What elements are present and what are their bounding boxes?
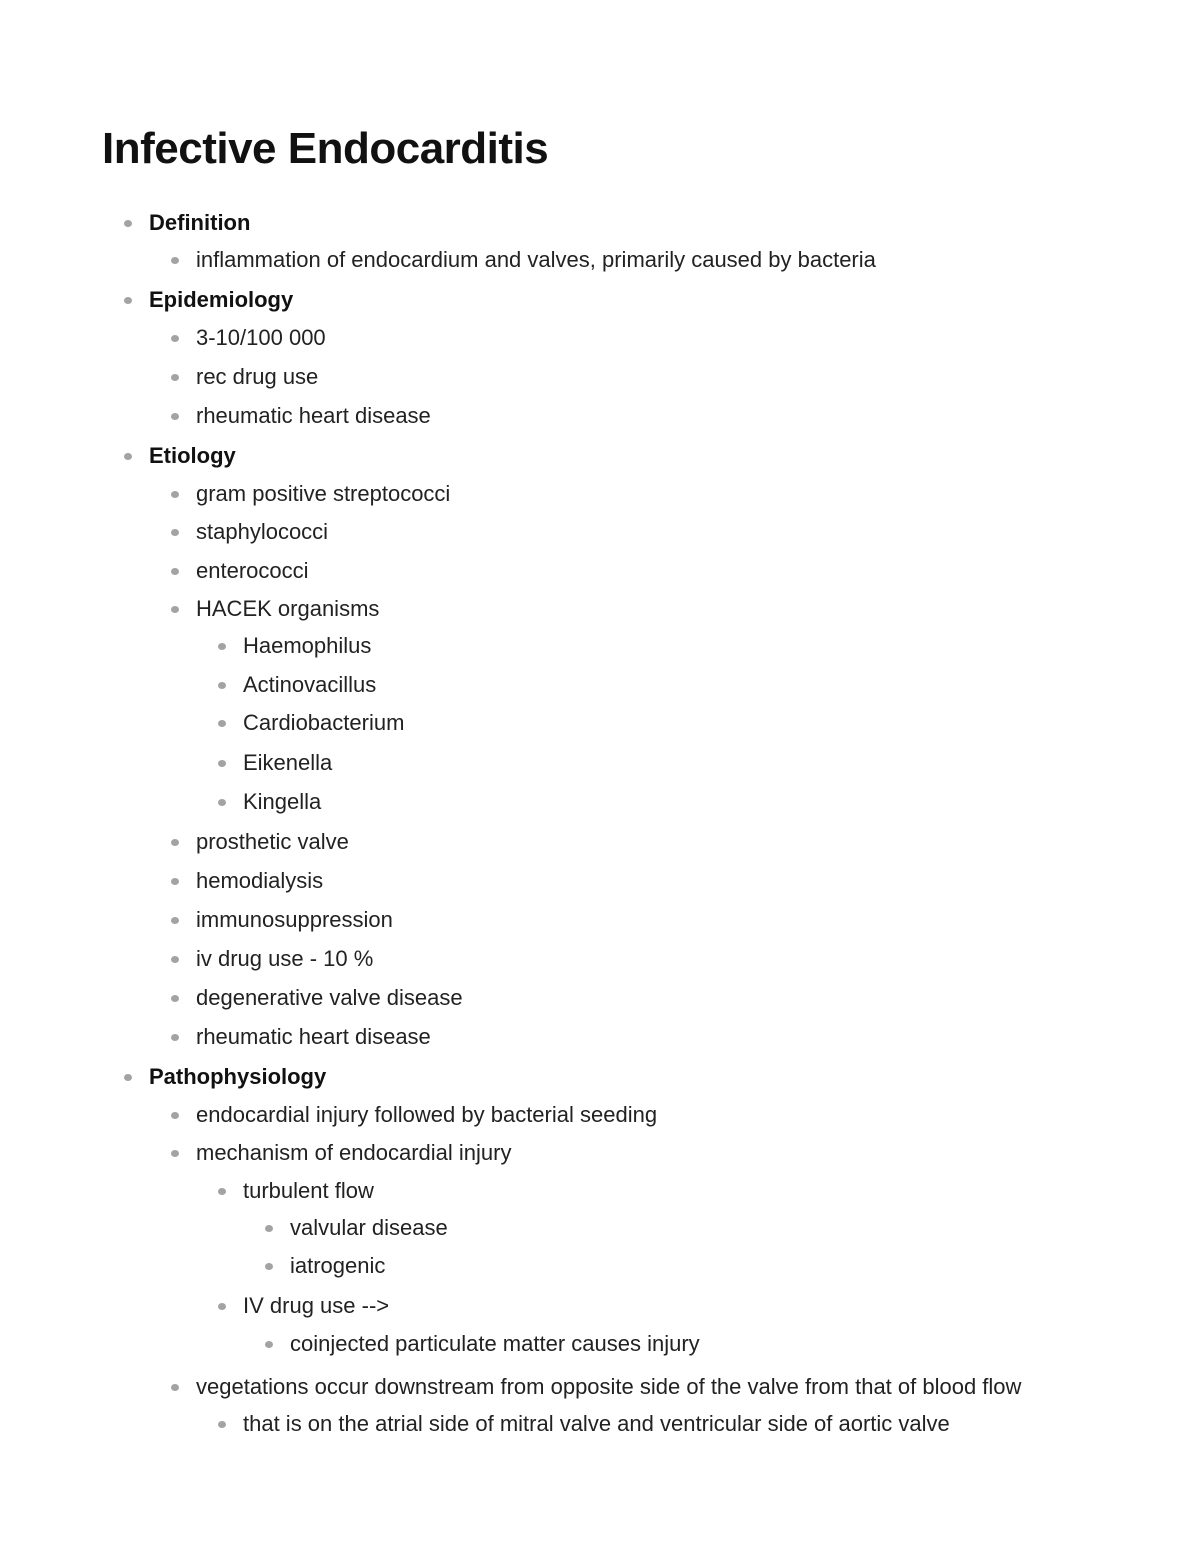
bullet-icon [124,297,132,304]
section-heading-text: Epidemiology [149,287,294,312]
list-item-text: Kingella [243,789,322,814]
list-item-text: iv drug use - 10 % [196,946,374,971]
list-item-text: Cardiobacterium [243,710,405,735]
list-item-text: Eikenella [243,750,333,775]
list-item-text: rheumatic heart disease [196,1024,431,1049]
bullet-icon [171,839,179,846]
list-item-text: valvular disease [290,1215,448,1240]
list-item-text: Actinovacillus [243,672,377,697]
list-item-text: iatrogenic [290,1253,386,1278]
list-item-text: coinjected particulate matter causes injury [290,1331,700,1356]
page-title: Infective Endocarditis [102,124,549,173]
list-item-text: vegetations occur downstream from opposite side of the valve from that of blood flow [196,1374,1022,1399]
bullet-icon [171,995,179,1002]
list-item-text: gram positive streptococci [196,481,451,506]
section-heading-text: Etiology [149,443,236,468]
list-item-text: rheumatic heart disease [196,403,431,428]
bullet-icon [171,1034,179,1041]
list-item-text: staphylococci [196,519,329,544]
bullet-icon [171,413,179,420]
bullet-icon [171,529,179,536]
list-item-text: rec drug use [196,364,319,389]
bullet-icon [218,1303,226,1310]
list-item-text: enterococci [196,558,309,583]
list-item-text: hemodialysis [196,868,324,893]
bullet-icon [218,1421,226,1428]
bullet-icon [171,1112,179,1119]
bullet-icon [265,1225,273,1232]
bullet-icon [218,799,226,806]
bullet-icon [265,1263,273,1270]
list-item-text: 3-10/100 000 [196,325,326,350]
bullet-icon [218,643,226,650]
list-item-text: Haemophilus [243,633,372,658]
bullet-icon [171,1384,179,1391]
list-item-text: immunosuppression [196,907,393,932]
bullet-icon [171,956,179,963]
bullet-icon [171,335,179,342]
list-item-text: HACEK organisms [196,596,380,621]
list-item-text: turbulent flow [243,1178,374,1203]
bullet-icon [171,568,179,575]
section-heading-text: Pathophysiology [149,1064,327,1089]
bullet-icon [218,760,226,767]
bullet-icon [171,374,179,381]
bullet-icon [124,1074,132,1081]
list-item-text: endocardial injury followed by bacterial seeding [196,1102,658,1127]
bullet-icon [171,878,179,885]
list-item-text: inflammation of endocardium and valves, primarily caused by bacteria [196,247,876,272]
list-item-text: mechanism of endocardial injury [196,1140,512,1165]
bullet-icon [265,1341,273,1348]
bullet-icon [171,491,179,498]
bullet-icon [218,720,226,727]
list-item-text: degenerative valve disease [196,985,463,1010]
bullet-icon [171,257,179,264]
bullet-icon [171,917,179,924]
bullet-icon [218,682,226,689]
bullet-icon [218,1188,226,1195]
list-item-text: that is on the atrial side of mitral valve and ventricular side of aortic valve [243,1411,950,1436]
bullet-icon [124,220,132,227]
bullet-icon [124,453,132,460]
bullet-icon [171,1150,179,1157]
section-heading-text: Definition [149,210,251,235]
list-item-text: prosthetic valve [196,829,349,854]
list-item-text: IV drug use --> [243,1293,390,1318]
bullet-icon [171,606,179,613]
